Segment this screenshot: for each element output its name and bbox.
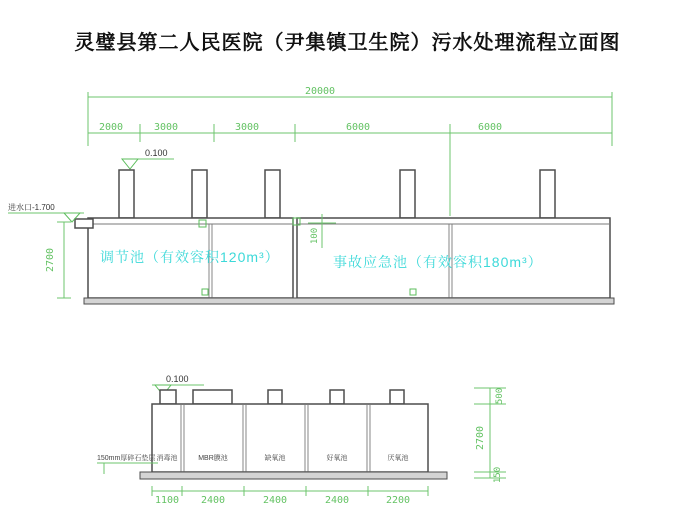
compartment-label-4: 好氧池 (326, 455, 348, 462)
compartment-label-2: MBR膜池 (198, 455, 228, 462)
bottom-width-dim-4: 2400 (324, 495, 350, 506)
vent-pipe (192, 170, 207, 218)
top-tank-base-slab (84, 298, 614, 304)
drawing-title: 灵璧县第二人民医院（尹集镇卫生院）污水处理流程立面图 (74, 32, 621, 54)
top-seg-dim-4: 6000 (345, 122, 371, 133)
right-height-dim-bottom: 150 (493, 466, 503, 484)
compartment-label-3: 缺氧池 (264, 455, 286, 462)
compartment-label-1: 消毒池 (156, 455, 178, 462)
manhole (390, 390, 404, 404)
inlet-pipe (75, 219, 93, 228)
compartment-label-5: 厌氧池 (387, 455, 409, 462)
top-seg-dim-2: 3000 (153, 122, 179, 133)
bottom-base-slab (140, 472, 447, 479)
top-overall-dim-text: 20000 (304, 86, 336, 97)
regulating-tank-label: 调节池（有效容积120m³） (100, 249, 280, 265)
vent-pipe (540, 170, 555, 218)
top-seg-dim-3: 3000 (234, 122, 260, 133)
bottom-width-dim-2: 2400 (200, 495, 226, 506)
right-height-dim-top: 500 (495, 387, 505, 405)
top-seg-dim-1: 2000 (98, 122, 124, 133)
manhole (268, 390, 282, 404)
top-depth-dim-text: 2700 (45, 247, 56, 273)
top-level-triangle-icon (122, 159, 138, 169)
vent-pipes (119, 170, 555, 218)
bottom-width-dim-3: 2400 (262, 495, 288, 506)
inlet-level-text: 进水口-1.700 (8, 203, 55, 212)
manhole-covers (160, 390, 404, 404)
manhole (160, 390, 176, 404)
vent-pipe (119, 170, 134, 218)
top-depth-dimension-line (57, 222, 71, 298)
top-seg-dim-5: 6000 (477, 122, 503, 133)
manhole (330, 390, 344, 404)
manhole (193, 390, 232, 404)
bottom-level-text: 0.100 (166, 374, 189, 384)
bedding-note-text: 150mm厚碎石垫层 (97, 455, 156, 462)
emergency-tank-label: 事故应急池（有效容积180m³） (333, 254, 543, 270)
bottom-elevation-view (97, 374, 506, 506)
vent-pipe (400, 170, 415, 218)
top-elevation-view (8, 86, 614, 304)
top-level-text: 0.100 (145, 148, 168, 158)
bottom-width-dim-1: 1100 (154, 495, 180, 506)
vent-pipe (265, 170, 280, 218)
bottom-width-dim-5: 2200 (385, 495, 411, 506)
right-height-dim-middle: 2700 (475, 425, 486, 451)
freeboard-dim-text: 100 (310, 227, 320, 245)
